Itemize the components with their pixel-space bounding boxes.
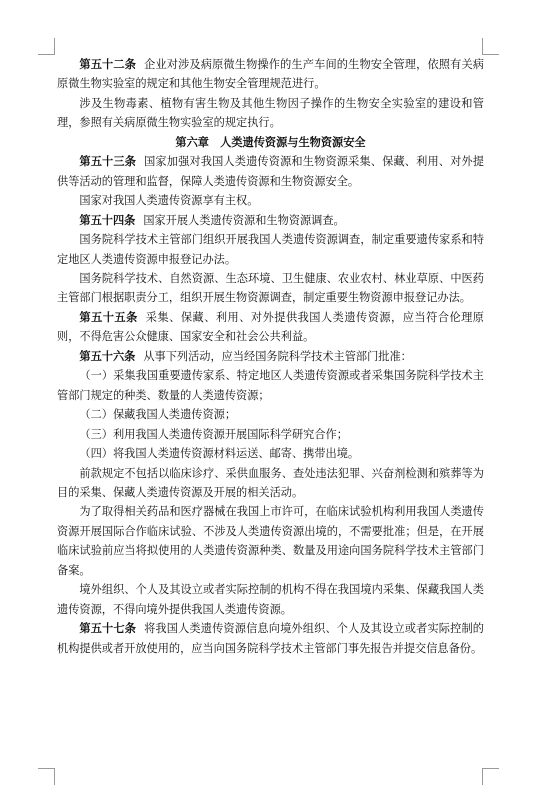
paragraph [57,619,484,658]
paragraph [57,55,484,94]
paragraph [57,191,484,210]
paragraph-text: 采集、保藏、利用、对外提供我国人类遗传资源，应当符合伦理原则，不得危害公众健康、国家安全和社会公共利益。 [57,310,484,344]
paragraph [57,347,484,366]
article-number: 第五十五条 [79,310,138,324]
paragraph-text: 国家加强对我国人类遗传资源和生物资源采集、保藏、利用、对外提供等活动的管理和监督，保障人类遗传资源和生物资源安全。 [57,155,484,188]
crop-mark-top-left [38,38,55,55]
paragraph [57,580,484,619]
article-number: 第五十二条 [79,58,137,71]
paragraph-text: 从事下列活动，应当经国务院科学技术主管部门批准： [143,349,412,363]
paragraph-text: 将我国人类遗传资源信息向境外组织、个人及其设立或者实际控制的机构提供或者开放使用的，应当向国务院科学技术主管部门事先报告并提交信息备份。 [57,622,484,655]
paragraph-text: 国务院科学技术、自然资源、生态环境、卫生健康、农业农村、林业草原、中医药主管部门根据职责分工，组织开展生物资源调查，制定重要生物资源申报登记办法。 [57,271,484,305]
article-number: 第五十七条 [79,622,137,636]
paragraph-text: 前款规定不包括以临床诊疗、采供血服务、查处违法犯罪、兴奋剂检测和殡葬等为目的采集、保藏人类遗传资源及开展的相关活动。 [57,466,484,499]
paragraph-text: 国务院科学技术主管部门组织开展我国人类遗传资源调查，制定重要遗传家系和特定地区人类遗传资源申报登记办法。 [57,233,484,266]
paragraph-text: 企业对涉及病原微生物操作的生产车间的生物安全管理，依照有关病原微生物实验室的规定和其他生物安全管理规范进行。 [57,58,484,91]
crop-mark-bottom-right [482,768,499,785]
list-item [57,444,484,463]
chapter-heading: 第六章 人类遗传资源与生物资源安全 [175,135,366,149]
paragraph-text: （四）将我国人类遗传资源材料运送、邮寄、携带出境。 [79,447,360,461]
paragraph-text: （二）保藏我国人类遗传资源； [79,408,237,422]
paragraph-text: （三）利用我国人类遗传资源开展国际科学研究合作； [79,427,348,441]
paragraph [57,211,484,230]
paragraph-text: （一）采集我国重要遗传家系、特定地区人类遗传资源或者采集国务院科学技术主管部门规定的种类、数量的人类遗传资源； [57,369,484,402]
paragraph-text: 涉及生物毒素、植物有害生物及其他生物因子操作的生物安全实验室的建设和管理，参照有关病原微生物实验室的规定执行。 [57,96,484,130]
crop-mark-bottom-left [38,768,55,785]
article-number: 第五十六条 [79,349,136,363]
list-item [57,366,484,405]
paragraph [57,152,484,191]
paragraph [57,94,484,133]
paragraph [57,230,484,269]
paragraph-text: 境外组织、个人及其设立或者实际控制的机构不得在我国境内采集、保藏我国人类遗传资源，不得向境外提供我国人类遗传资源。 [57,583,484,616]
article-number: 第五十三条 [79,155,137,169]
paragraph [57,269,484,308]
paragraph [57,464,484,503]
crop-mark-top-right [482,38,499,55]
paragraph-text: 国家开展人类遗传资源和生物资源调查。 [143,213,345,227]
document-body [57,55,484,658]
list-item [57,405,484,424]
paragraph-text: 为了取得相关药品和医疗器械在我国上市许可，在临床试验机构利用我国人类遗传资源开展国际合作临床试验、不涉及人类遗传资源出境的，不需要批准；但是，在开展临床试验前应当将拟使用的人类遗传资源种类、数量及用途向国务院科学技术主管部门备案。 [57,505,484,577]
list-item [57,425,484,444]
paragraph [57,308,484,347]
article-number: 第五十四条 [79,213,136,227]
paragraph [57,502,484,580]
paragraph-text: 国家对我国人类遗传资源享有主权。 [79,194,259,208]
